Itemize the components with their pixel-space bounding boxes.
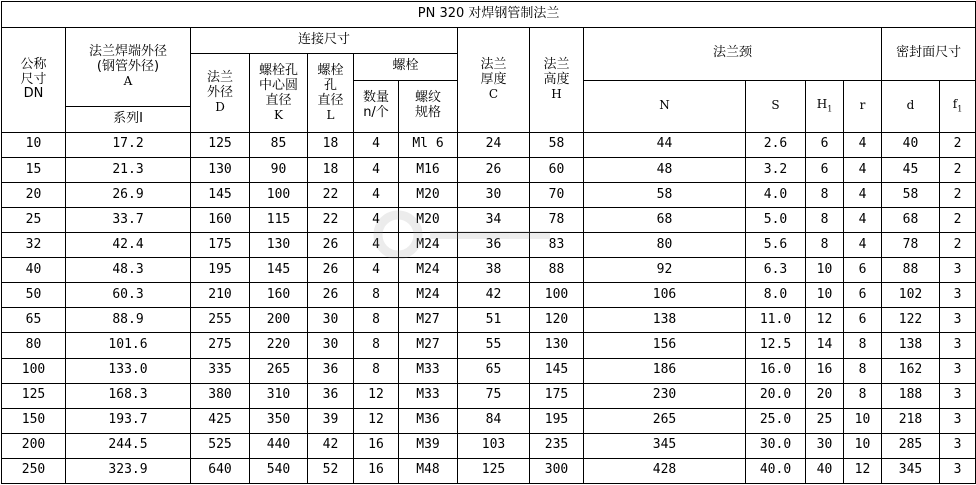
table-cell: 20 [806, 383, 844, 408]
header-seal: 密封面尺寸 [882, 28, 976, 80]
table-cell: 125 [2, 383, 66, 408]
table-cell: 39 [308, 408, 354, 433]
header-dn-line1: 公称 [20, 56, 47, 72]
table-row [2, 358, 976, 383]
table-cell: 88 [530, 258, 584, 283]
table-cell: 102 [882, 283, 940, 308]
table-cell: 80 [584, 233, 746, 258]
header-h [530, 28, 584, 133]
table-cell: 16 [354, 433, 399, 458]
header-n [354, 80, 399, 132]
table-cell: 26 [458, 157, 530, 182]
table-cell: 130 [530, 333, 584, 358]
table-cell: 8 [354, 283, 399, 308]
table-cell: 36 [458, 233, 530, 258]
table-cell: 323.9 [66, 458, 191, 483]
table-cell: 3 [940, 408, 976, 433]
table-cell: 640 [191, 458, 250, 483]
table-cell: M20 [399, 183, 458, 208]
table-cell: 122 [882, 308, 940, 333]
table-cell: 10 [806, 283, 844, 308]
table-cell: 12 [806, 308, 844, 333]
table-cell: M24 [399, 283, 458, 308]
table-cell: 6 [806, 157, 844, 182]
header-connection: 连接尺寸 [191, 28, 458, 54]
table-cell: M20 [399, 208, 458, 233]
table-cell: 30 [308, 308, 354, 333]
table-cell: 10 [806, 258, 844, 283]
table-cell: 162 [882, 358, 940, 383]
header-n-line1: 数量 [362, 90, 389, 106]
table-cell: 310 [250, 383, 308, 408]
table-cell: 133.0 [66, 358, 191, 383]
table-row [2, 132, 976, 157]
table-cell: 2 [940, 132, 976, 157]
header-thread [399, 80, 458, 132]
table-cell: 51 [458, 308, 530, 333]
table-cell: 250 [2, 458, 66, 483]
table-cell: 103 [458, 433, 530, 458]
table-cell: 235 [530, 433, 584, 458]
table-row [2, 308, 976, 333]
table-cell: 84 [458, 408, 530, 433]
table-cell: 2 [940, 208, 976, 233]
table-cell: 4 [844, 157, 882, 182]
table-cell: 60 [530, 157, 584, 182]
table-cell: 125 [458, 458, 530, 483]
table-cell: 6 [806, 132, 844, 157]
table-cell: 138 [584, 308, 746, 333]
table-row [2, 383, 976, 408]
table-cell: 78 [530, 208, 584, 233]
table-row [2, 333, 976, 358]
table-cell: 145 [250, 258, 308, 283]
table-cell: 4 [844, 208, 882, 233]
table-cell: 17.2 [66, 132, 191, 157]
header-dn-line3: DN [23, 86, 44, 102]
table-cell: M48 [399, 458, 458, 483]
table-cell: 160 [250, 283, 308, 308]
table-cell: 80 [2, 333, 66, 358]
table-cell: 156 [584, 333, 746, 358]
table-cell: 6 [844, 308, 882, 333]
table-cell: Ml 6 [399, 132, 458, 157]
table-cell: 42 [458, 283, 530, 308]
table-cell: 3 [940, 333, 976, 358]
table-cell: 160 [191, 208, 250, 233]
table-cell: 101.6 [66, 333, 191, 358]
table-cell: 345 [584, 433, 746, 458]
table-cell: 25.0 [746, 408, 806, 433]
header-n-line2: n/个 [363, 105, 389, 121]
table-cell: 26 [308, 258, 354, 283]
table-cell: 18 [308, 157, 354, 182]
table-cell: 5.6 [746, 233, 806, 258]
table-cell: 6 [844, 283, 882, 308]
table-cell: 88.9 [66, 308, 191, 333]
header-neck-s: S [746, 80, 806, 132]
table-cell: 26.9 [66, 183, 191, 208]
table-cell: 12 [844, 458, 882, 483]
table-cell: 130 [250, 233, 308, 258]
table-cell: 3 [940, 358, 976, 383]
table-cell: 65 [458, 358, 530, 383]
table-cell: 275 [191, 333, 250, 358]
table-cell: 8 [354, 333, 399, 358]
table-cell: 48.3 [66, 258, 191, 283]
table-row [2, 183, 976, 208]
table-cell: 20.0 [746, 383, 806, 408]
table-cell: 12.5 [746, 333, 806, 358]
table-cell: 14 [806, 333, 844, 358]
table-cell: 12 [354, 383, 399, 408]
table-cell: 100 [530, 283, 584, 308]
table-cell: 6.3 [746, 258, 806, 283]
table-cell: 195 [530, 408, 584, 433]
table-cell: 11.0 [746, 308, 806, 333]
header-neck: 法兰颈 [584, 28, 882, 80]
table-cell: 38 [458, 258, 530, 283]
header-c [458, 28, 530, 133]
table-cell: 75 [458, 383, 530, 408]
table-row [2, 258, 976, 283]
header-l-line3: 直径 [317, 92, 344, 108]
table-cell: 45 [882, 157, 940, 182]
header-neck-n: N [584, 80, 746, 132]
table-cell: 32 [2, 233, 66, 258]
table-cell: 3.2 [746, 157, 806, 182]
table-cell: 42 [308, 433, 354, 458]
table-row [2, 458, 976, 483]
header-l-line2: 孔 [323, 77, 337, 93]
table-cell: 10 [844, 408, 882, 433]
table-cell: 4 [354, 183, 399, 208]
table-cell: 22 [308, 208, 354, 233]
table-body [2, 132, 976, 483]
table-cell: 5.0 [746, 208, 806, 233]
header-seal-d: d [882, 80, 940, 132]
table-cell: 8 [354, 358, 399, 383]
table-cell: 52 [308, 458, 354, 483]
table-row [2, 208, 976, 233]
header-series: 系列I [66, 106, 191, 132]
table-cell: 428 [584, 458, 746, 483]
header-c-line1: 法兰 [480, 57, 507, 73]
header-h-line2: 高度 [543, 72, 570, 88]
table-cell: M33 [399, 358, 458, 383]
table-cell: 8 [354, 308, 399, 333]
table-cell: 8 [806, 208, 844, 233]
table-cell: 12 [354, 408, 399, 433]
header-d-line1: 法兰 [206, 70, 233, 86]
table-cell: 4 [844, 183, 882, 208]
table-cell: 68 [584, 208, 746, 233]
table-cell: 193.7 [66, 408, 191, 433]
header-a-line1: 法兰焊端外径 [88, 44, 167, 60]
table-cell: 218 [882, 408, 940, 433]
table-cell: 85 [250, 132, 308, 157]
table-cell: 3 [940, 258, 976, 283]
table-cell: 350 [250, 408, 308, 433]
table-cell: 440 [250, 433, 308, 458]
table-cell: 2 [940, 233, 976, 258]
header-l-line1: 螺栓 [317, 62, 344, 78]
table-cell: 8 [844, 358, 882, 383]
table-cell: 2 [940, 183, 976, 208]
table-cell: 60.3 [66, 283, 191, 308]
flange-spec-table [1, 1, 976, 484]
header-l [308, 54, 354, 133]
table-cell: 42.4 [66, 233, 191, 258]
table-cell: M27 [399, 333, 458, 358]
table-cell: 22 [308, 183, 354, 208]
table-cell: 3 [940, 283, 976, 308]
table-cell: 265 [250, 358, 308, 383]
table-cell: M27 [399, 308, 458, 333]
table-cell: 48 [584, 157, 746, 182]
table-cell: 540 [250, 458, 308, 483]
table-cell: 25 [2, 208, 66, 233]
table-cell: 300 [530, 458, 584, 483]
table-cell: 21.3 [66, 157, 191, 182]
table-cell: 244.5 [66, 433, 191, 458]
table-cell: 68 [882, 208, 940, 233]
table-cell: 200 [250, 308, 308, 333]
table-cell: M24 [399, 258, 458, 283]
table-cell: 210 [191, 283, 250, 308]
table-cell: 200 [2, 433, 66, 458]
header-c-line2: 厚度 [480, 72, 507, 88]
table-cell: 50 [2, 283, 66, 308]
table-cell: 138 [882, 333, 940, 358]
table-cell: 100 [250, 183, 308, 208]
table-cell: 58 [584, 183, 746, 208]
table-cell: 175 [530, 383, 584, 408]
table-cell: 265 [584, 408, 746, 433]
header-k-line1: 螺栓孔 [258, 62, 298, 78]
table-cell: M36 [399, 408, 458, 433]
table-cell: 30 [458, 183, 530, 208]
table-cell: 4.0 [746, 183, 806, 208]
table-cell: 33.7 [66, 208, 191, 233]
table-cell: 345 [882, 458, 940, 483]
header-seal-f1-symbol: f [952, 97, 958, 112]
table-cell: 55 [458, 333, 530, 358]
table-cell: 16 [354, 458, 399, 483]
header-k [250, 54, 308, 133]
header-h-line3: H [551, 87, 562, 102]
header-neck-h1 [806, 80, 844, 132]
table-cell: 145 [530, 358, 584, 383]
table-cell: 30.0 [746, 433, 806, 458]
table-cell: 130 [191, 157, 250, 182]
header-thread-line2: 规格 [414, 105, 441, 121]
table-cell: 4 [844, 132, 882, 157]
table-cell: 8 [844, 333, 882, 358]
table-cell: 92 [584, 258, 746, 283]
table-cell: 58 [530, 132, 584, 157]
table-cell: 2 [940, 157, 976, 182]
header-h-line1: 法兰 [543, 57, 570, 73]
table-cell: 30 [806, 433, 844, 458]
table-cell: 4 [844, 233, 882, 258]
table-cell: 3 [940, 433, 976, 458]
table-cell: 175 [191, 233, 250, 258]
table-cell: 4 [354, 208, 399, 233]
table-cell: 18 [308, 132, 354, 157]
table-cell: 44 [584, 132, 746, 157]
table-cell: 120 [530, 308, 584, 333]
table-cell: 6 [844, 258, 882, 283]
table-title: PN 320 对焊钢管制法兰 [2, 2, 976, 28]
header-neck-h1-symbol: H [816, 97, 828, 112]
table-cell: 25 [806, 408, 844, 433]
header-thread-line1: 螺纹 [414, 90, 441, 106]
table-row [2, 283, 976, 308]
header-seal-f1 [940, 80, 976, 132]
table-cell: 255 [191, 308, 250, 333]
table-cell: 525 [191, 433, 250, 458]
table-cell: 195 [191, 258, 250, 283]
header-seal-f1-subscript: 1 [957, 104, 963, 114]
table-cell: 40 [806, 458, 844, 483]
table-cell: 4 [354, 157, 399, 182]
table-row [2, 408, 976, 433]
table-cell: 150 [2, 408, 66, 433]
table-cell: 78 [882, 233, 940, 258]
table-cell: 8 [806, 233, 844, 258]
header-bolt: 螺栓 [354, 54, 458, 80]
header-l-line4: L [326, 107, 335, 122]
table-row [2, 157, 976, 182]
table-cell: 8 [806, 183, 844, 208]
header-dn-line2: 尺寸 [20, 71, 47, 87]
table-cell: 230 [584, 383, 746, 408]
table-cell: 100 [2, 358, 66, 383]
table-cell: 125 [191, 132, 250, 157]
table-row [2, 233, 976, 258]
table-cell: 285 [882, 433, 940, 458]
table-cell: 2.6 [746, 132, 806, 157]
table-cell: 20 [2, 183, 66, 208]
table-cell: 90 [250, 157, 308, 182]
table-cell: 10 [844, 433, 882, 458]
table-cell: 3 [940, 308, 976, 333]
header-neck-r: r [844, 80, 882, 132]
header-k-line3: 直径 [265, 92, 292, 108]
header-a-line3: A [123, 73, 133, 88]
header-c-line3: C [488, 87, 499, 102]
table-cell: M33 [399, 383, 458, 408]
table-cell: 4 [354, 258, 399, 283]
table-cell: 83 [530, 233, 584, 258]
header-dn [2, 28, 66, 133]
table-cell: 88 [882, 258, 940, 283]
table-cell: 220 [250, 333, 308, 358]
header-k-line2: 中心圆 [258, 77, 298, 93]
header-neck-h1-subscript: 1 [827, 104, 833, 114]
table-cell: M16 [399, 157, 458, 182]
table-cell: 3 [940, 383, 976, 408]
table-cell: 34 [458, 208, 530, 233]
table-cell: M24 [399, 233, 458, 258]
table-cell: 16.0 [746, 358, 806, 383]
table-cell: 115 [250, 208, 308, 233]
table-cell: 186 [584, 358, 746, 383]
table-cell: 15 [2, 157, 66, 182]
table-cell: M39 [399, 433, 458, 458]
header-d [191, 54, 250, 133]
header-a [66, 28, 191, 107]
table-cell: 58 [882, 183, 940, 208]
table-cell: 40 [882, 132, 940, 157]
table-cell: 425 [191, 408, 250, 433]
table-cell: 4 [354, 233, 399, 258]
table-cell: 30 [308, 333, 354, 358]
table-cell: 168.3 [66, 383, 191, 408]
table-cell: 380 [191, 383, 250, 408]
table-row [2, 433, 976, 458]
table-cell: 335 [191, 358, 250, 383]
table-cell: 10 [2, 132, 66, 157]
table-cell: 36 [308, 358, 354, 383]
table-cell: 106 [584, 283, 746, 308]
table-cell: 65 [2, 308, 66, 333]
table-cell: 26 [308, 233, 354, 258]
table-cell: 4 [354, 132, 399, 157]
table-cell: 3 [940, 458, 976, 483]
table-cell: 145 [191, 183, 250, 208]
table-cell: 70 [530, 183, 584, 208]
table-cell: 8.0 [746, 283, 806, 308]
table-cell: 24 [458, 132, 530, 157]
table-cell: 188 [882, 383, 940, 408]
table-cell: 36 [308, 383, 354, 408]
table-cell: 26 [308, 283, 354, 308]
table-cell: 40.0 [746, 458, 806, 483]
header-d-line3: D [215, 100, 225, 115]
header-k-line4: K [274, 107, 283, 122]
header-a-line2: (钢管外径) [96, 59, 160, 75]
header-d-line2: 外径 [206, 85, 233, 101]
table-cell: 40 [2, 258, 66, 283]
table-cell: 16 [806, 358, 844, 383]
table-cell: 8 [844, 383, 882, 408]
